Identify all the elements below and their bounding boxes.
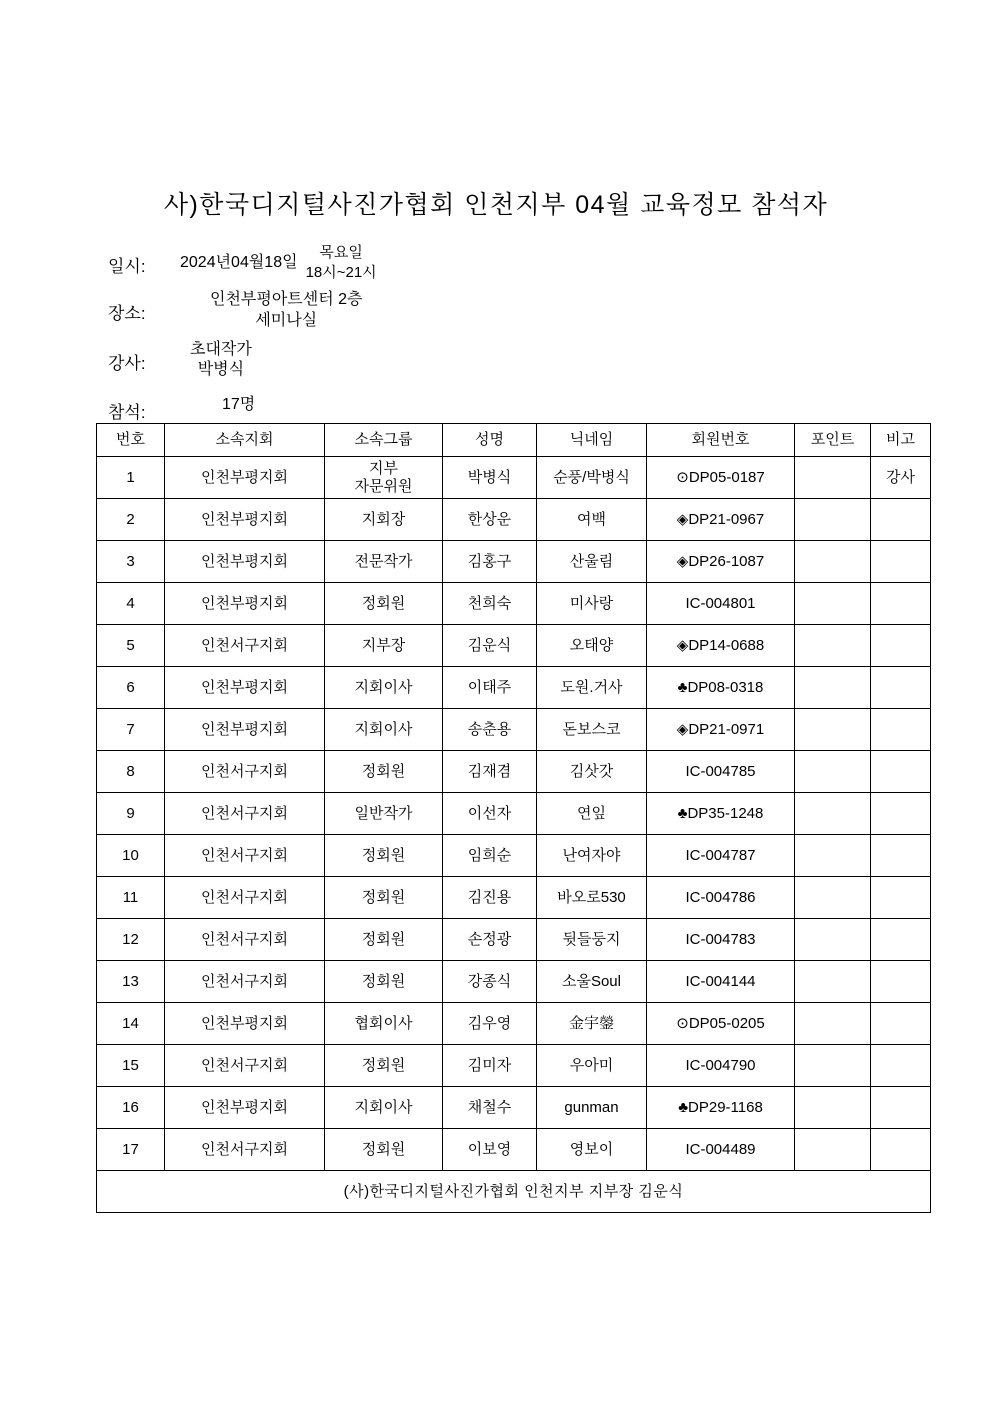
cell-group: 전문작가 xyxy=(325,541,443,583)
cell-note xyxy=(871,1045,931,1087)
cell-nickname: 산울림 xyxy=(537,541,647,583)
cell-member-no: ♣DP35-1248 xyxy=(647,793,795,835)
cell-point xyxy=(795,709,871,751)
table-row xyxy=(97,541,931,583)
cell-branch: 인천부평지회 xyxy=(165,457,325,499)
table-row xyxy=(97,1045,931,1087)
cell-group: 정회원 xyxy=(325,961,443,1003)
cell-member-no: ◈DP14-0688 xyxy=(647,625,795,667)
cell-no: 14 xyxy=(97,1003,165,1045)
table-row xyxy=(97,751,931,793)
place-label: 장소: xyxy=(108,304,146,323)
teacher-value-line1: 초대작가 xyxy=(190,340,252,358)
cell-nickname: 미사랑 xyxy=(537,583,647,625)
count-value: 17명 xyxy=(222,396,256,414)
cell-branch: 인천서구지회 xyxy=(165,1129,325,1171)
meta-row-date xyxy=(108,243,668,282)
cell-group: 지회장 xyxy=(325,499,443,541)
cell-nickname: 뒷들둥지 xyxy=(537,919,647,961)
cell-name: 채철수 xyxy=(443,1087,537,1129)
cell-member-no: IC-004783 xyxy=(647,919,795,961)
cell-note xyxy=(871,919,931,961)
date-time: 18시~21시 xyxy=(305,263,377,281)
date-label: 일시: xyxy=(108,257,146,276)
table-row xyxy=(97,1129,931,1171)
cell-no: 8 xyxy=(97,751,165,793)
cell-nickname: 돈보스코 xyxy=(537,709,647,751)
cell-name: 천희숙 xyxy=(443,583,537,625)
cell-no: 16 xyxy=(97,1087,165,1129)
cell-group-line2: 자문위원 xyxy=(354,477,413,495)
cell-branch: 인천부평지회 xyxy=(165,1003,325,1045)
place-value-line1: 인천부평아트센터 2층 xyxy=(210,291,363,308)
page-title: 사)한국디지털사진가협회 인천지부 04월 교육정모 참석자 xyxy=(163,190,829,219)
cell-branch: 인천부평지회 xyxy=(165,499,325,541)
cell-nickname: 우아미 xyxy=(537,1045,647,1087)
cell-point xyxy=(795,919,871,961)
cell-point xyxy=(795,1129,871,1171)
cell-group: 협회이사 xyxy=(325,1003,443,1045)
column-header-branch: 소속지회 xyxy=(165,424,325,457)
table-row xyxy=(97,835,931,877)
cell-name: 이태주 xyxy=(443,667,537,709)
cell-name: 이선자 xyxy=(443,793,537,835)
cell-note xyxy=(871,499,931,541)
cell-name: 손정광 xyxy=(443,919,537,961)
cell-branch: 인천서구지회 xyxy=(165,751,325,793)
cell-group: 정회원 xyxy=(325,583,443,625)
cell-branch: 인천서구지회 xyxy=(165,961,325,1003)
cell-name: 송춘용 xyxy=(443,709,537,751)
cell-branch: 인천부평지회 xyxy=(165,583,325,625)
cell-branch: 인천서구지회 xyxy=(165,625,325,667)
cell-name: 김미자 xyxy=(443,1045,537,1087)
table-row xyxy=(97,499,931,541)
cell-branch: 인천서구지회 xyxy=(165,835,325,877)
cell-name: 김재겸 xyxy=(443,751,537,793)
cell-member-no: IC-004489 xyxy=(647,1129,795,1171)
cell-member-no: ◈DP21-0967 xyxy=(647,499,795,541)
cell-point xyxy=(795,1087,871,1129)
cell-nickname: 오태양 xyxy=(537,625,647,667)
table-row xyxy=(97,793,931,835)
column-header-point: 포인트 xyxy=(795,424,871,457)
cell-note xyxy=(871,877,931,919)
date-day: 목요일 xyxy=(319,244,363,261)
cell-nickname: 영보이 xyxy=(537,1129,647,1171)
table-row xyxy=(97,919,931,961)
cell-no: 5 xyxy=(97,625,165,667)
cell-nickname: 도원.거사 xyxy=(537,667,647,709)
cell-branch: 인천서구지회 xyxy=(165,1045,325,1087)
cell-no: 17 xyxy=(97,1129,165,1171)
table-row xyxy=(97,709,931,751)
cell-note xyxy=(871,1087,931,1129)
cell-point xyxy=(795,835,871,877)
cell-point xyxy=(795,625,871,667)
cell-group: 정회원 xyxy=(325,919,443,961)
cell-no: 1 xyxy=(97,457,165,499)
cell-branch: 인천서구지회 xyxy=(165,919,325,961)
cell-group: 지회이사 xyxy=(325,667,443,709)
cell-note xyxy=(871,541,931,583)
cell-note xyxy=(871,793,931,835)
cell-nickname: gunman xyxy=(537,1087,647,1129)
meeting-info xyxy=(108,243,668,431)
column-header-group: 소속그룹 xyxy=(325,424,443,457)
cell-group: 정회원 xyxy=(325,751,443,793)
cell-member-no: IC-004801 xyxy=(647,583,795,625)
cell-nickname: 金宇鎣 xyxy=(537,1003,647,1045)
table-row xyxy=(97,877,931,919)
cell-nickname: 연잎 xyxy=(537,793,647,835)
table-row xyxy=(97,583,931,625)
cell-nickname: 소울Soul xyxy=(537,961,647,1003)
table-footer-row xyxy=(97,1171,931,1213)
cell-note xyxy=(871,709,931,751)
table-row xyxy=(97,625,931,667)
cell-member-no: IC-004786 xyxy=(647,877,795,919)
cell-member-no: ⊙DP05-0187 xyxy=(647,457,795,499)
cell-nickname: 여백 xyxy=(537,499,647,541)
cell-name: 김운식 xyxy=(443,625,537,667)
cell-point xyxy=(795,1003,871,1045)
attendance-table xyxy=(96,423,931,1213)
cell-name: 김홍구 xyxy=(443,541,537,583)
cell-name: 박병식 xyxy=(443,457,537,499)
cell-group: 지회이사 xyxy=(325,1087,443,1129)
cell-point xyxy=(795,457,871,499)
cell-member-no: ◈DP21-0971 xyxy=(647,709,795,751)
column-header-member-no: 회원번호 xyxy=(647,424,795,457)
table-row xyxy=(97,1087,931,1129)
cell-point xyxy=(795,877,871,919)
cell-name: 김우영 xyxy=(443,1003,537,1045)
cell-branch: 인천서구지회 xyxy=(165,877,325,919)
cell-group: 정회원 xyxy=(325,1129,443,1171)
cell-group xyxy=(325,457,443,499)
cell-note: 강사 xyxy=(871,457,931,499)
cell-name: 강종식 xyxy=(443,961,537,1003)
cell-note xyxy=(871,961,931,1003)
cell-group-line1: 지부 xyxy=(369,460,398,478)
cell-group: 일반작가 xyxy=(325,793,443,835)
cell-note xyxy=(871,1003,931,1045)
meta-row-teacher xyxy=(108,340,668,382)
cell-member-no: IC-004790 xyxy=(647,1045,795,1087)
cell-name: 이보영 xyxy=(443,1129,537,1171)
table-row xyxy=(97,457,931,499)
cell-branch: 인천부평지회 xyxy=(165,541,325,583)
cell-no: 9 xyxy=(97,793,165,835)
cell-group: 지회이사 xyxy=(325,709,443,751)
cell-no: 10 xyxy=(97,835,165,877)
date-value: 2024년04월18일 xyxy=(180,254,298,271)
cell-branch: 인천서구지회 xyxy=(165,793,325,835)
cell-member-no: ♣DP29-1168 xyxy=(647,1087,795,1129)
teacher-value-line2: 박병식 xyxy=(197,361,245,379)
cell-note xyxy=(871,625,931,667)
cell-member-no: IC-004785 xyxy=(647,751,795,793)
cell-member-no: ♣DP08-0318 xyxy=(647,667,795,709)
column-header-name: 성명 xyxy=(443,424,537,457)
teacher-label: 강사: xyxy=(108,353,146,373)
column-header-nickname: 닉네임 xyxy=(537,424,647,457)
cell-no: 11 xyxy=(97,877,165,919)
table-header-row xyxy=(97,424,931,457)
cell-group: 정회원 xyxy=(325,1045,443,1087)
cell-no: 7 xyxy=(97,709,165,751)
cell-note xyxy=(871,1129,931,1171)
cell-point xyxy=(795,667,871,709)
cell-branch: 인천부평지회 xyxy=(165,667,325,709)
column-header-no: 번호 xyxy=(97,424,165,457)
count-label: 참석: xyxy=(108,403,146,423)
meta-row-count xyxy=(108,389,668,423)
cell-point xyxy=(795,751,871,793)
cell-note xyxy=(871,583,931,625)
cell-nickname: 바오로530 xyxy=(537,877,647,919)
cell-member-no: ◈DP26-1087 xyxy=(647,541,795,583)
cell-name: 김진용 xyxy=(443,877,537,919)
cell-no: 3 xyxy=(97,541,165,583)
cell-member-no: ⊙DP05-0205 xyxy=(647,1003,795,1045)
cell-point xyxy=(795,541,871,583)
column-header-note: 비고 xyxy=(871,424,931,457)
footer-signature: (사)한국디지털사진가협회 인천지부 지부장 김운식 xyxy=(97,1171,931,1213)
table-row xyxy=(97,961,931,1003)
cell-note xyxy=(871,751,931,793)
table-row xyxy=(97,667,931,709)
cell-group: 정회원 xyxy=(325,835,443,877)
cell-nickname: 난여자야 xyxy=(537,835,647,877)
cell-nickname: 김삿갓 xyxy=(537,751,647,793)
cell-note xyxy=(871,835,931,877)
cell-name: 임희순 xyxy=(443,835,537,877)
cell-no: 13 xyxy=(97,961,165,1003)
cell-point xyxy=(795,793,871,835)
cell-no: 4 xyxy=(97,583,165,625)
cell-branch: 인천부평지회 xyxy=(165,709,325,751)
cell-point xyxy=(795,499,871,541)
cell-name: 한상운 xyxy=(443,499,537,541)
place-value-line2: 세미나실 xyxy=(255,311,318,329)
cell-no: 2 xyxy=(97,499,165,541)
cell-branch: 인천부평지회 xyxy=(165,1087,325,1129)
cell-point xyxy=(795,961,871,1003)
cell-no: 6 xyxy=(97,667,165,709)
meta-row-place xyxy=(108,290,668,332)
table-body xyxy=(97,457,931,1171)
cell-group: 지부장 xyxy=(325,625,443,667)
cell-member-no: IC-004144 xyxy=(647,961,795,1003)
cell-group: 정회원 xyxy=(325,877,443,919)
cell-note xyxy=(871,667,931,709)
cell-point xyxy=(795,583,871,625)
cell-no: 12 xyxy=(97,919,165,961)
cell-no: 15 xyxy=(97,1045,165,1087)
table-row xyxy=(97,1003,931,1045)
attendance-table-wrapper xyxy=(96,423,930,1213)
cell-point xyxy=(795,1045,871,1087)
cell-member-no: IC-004787 xyxy=(647,835,795,877)
cell-nickname: 순풍/박병식 xyxy=(537,457,647,499)
